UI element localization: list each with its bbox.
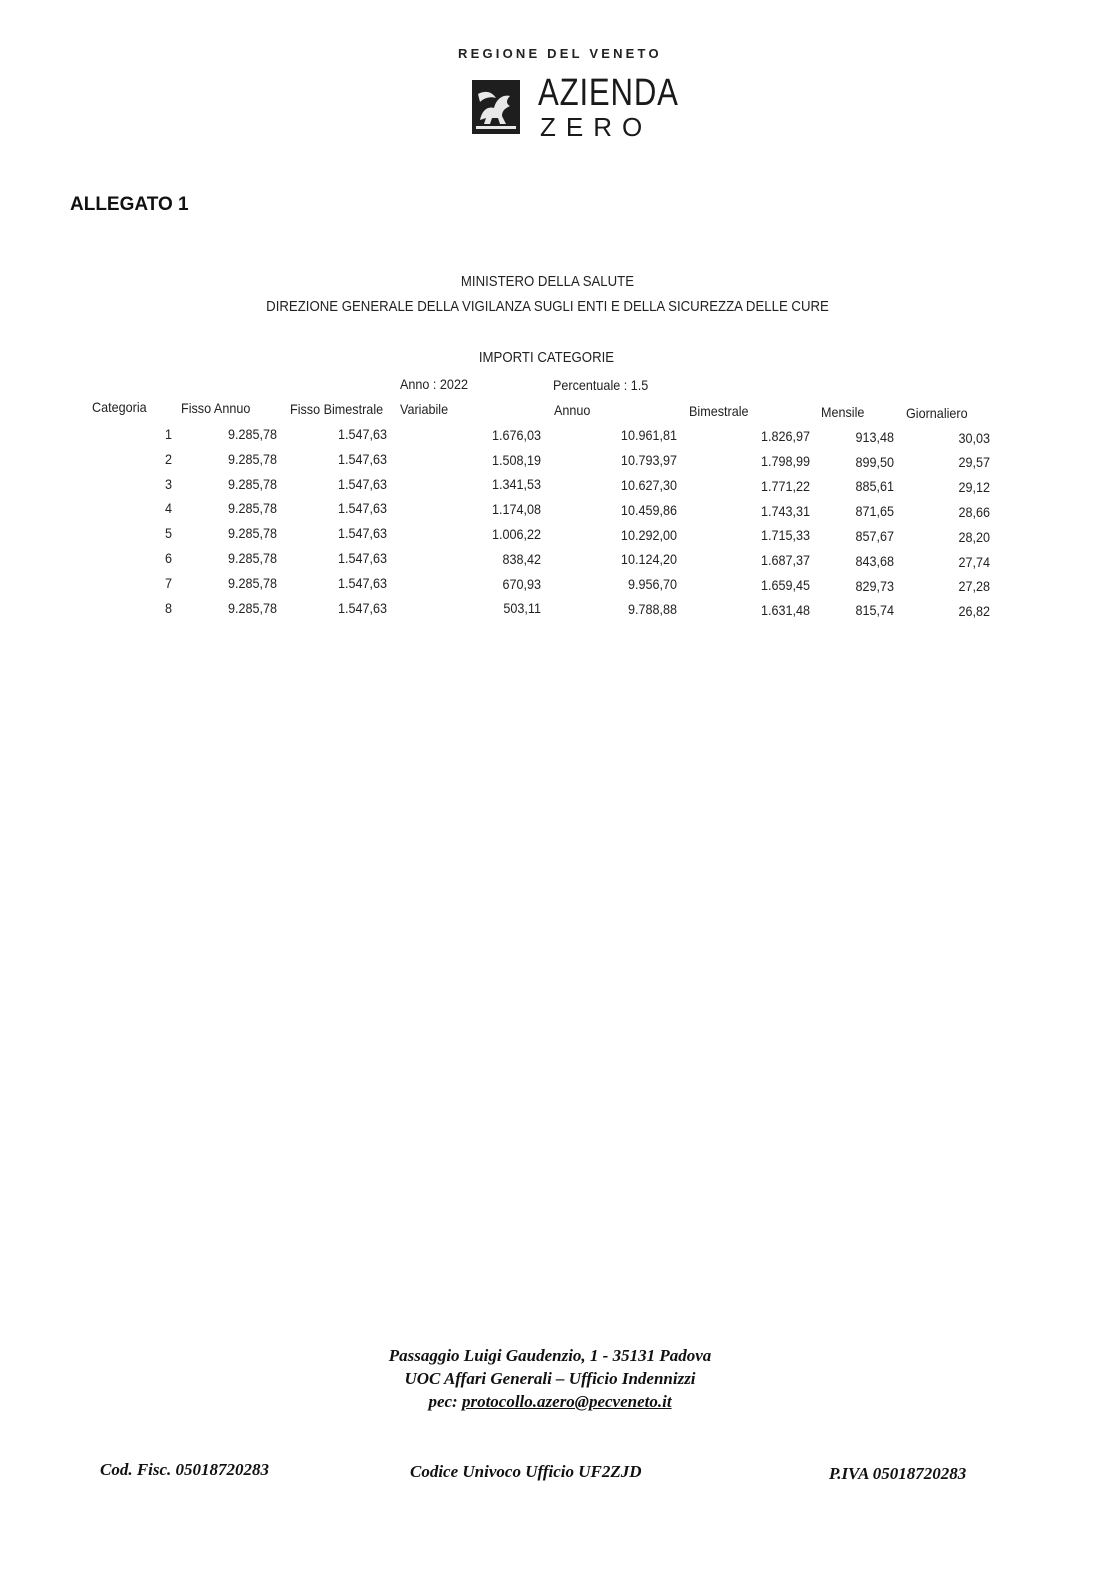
table-cell: 30,03 xyxy=(958,429,990,446)
table-title: IMPORTI CATEGORIE xyxy=(478,349,615,366)
lion-logo-icon xyxy=(472,80,520,134)
table-cell: 1.547,63 xyxy=(337,450,387,467)
table-cell: 10.627,30 xyxy=(620,477,677,493)
table-cell: 1.715,33 xyxy=(760,527,810,544)
table-cell: 27,28 xyxy=(958,578,990,595)
table-cell: 10.292,00 xyxy=(620,526,677,543)
table-cell: 843,68 xyxy=(855,552,894,569)
footer-address: Passaggio Luigi Gaudenzio, 1 - 35131 Padova xyxy=(388,1346,712,1365)
table-cell: 10.124,20 xyxy=(620,551,677,568)
table-cell: 9.285,78 xyxy=(227,525,277,542)
table-cell: 899,50 xyxy=(855,453,894,470)
table-cell: 815,74 xyxy=(855,602,894,619)
table-cell: 9.285,78 xyxy=(227,450,277,467)
table-cell: 1.006,22 xyxy=(491,525,541,542)
column-header: Giornaliero xyxy=(906,405,968,421)
table-cell: 1.341,53 xyxy=(491,476,541,493)
table-cell: 670,93 xyxy=(502,575,541,592)
table-cell: 857,67 xyxy=(855,528,894,544)
table-cell: 26,82 xyxy=(958,603,990,620)
table-cell: 10.961,81 xyxy=(620,427,677,444)
table-cell: 838,42 xyxy=(502,550,541,567)
table-cell: 1.547,63 xyxy=(337,525,387,542)
column-header: Annuo xyxy=(554,402,591,418)
table-cell: 1.659,45 xyxy=(760,576,810,593)
table-cell: 1.676,03 xyxy=(491,426,541,443)
table-cell: 28,20 xyxy=(958,528,990,545)
codice-univoco: Codice Univoco Ufficio UF2ZJD xyxy=(410,1462,642,1481)
direzione-title: DIREZIONE GENERALE DELLA VIGILANZA SUGLI ENTI E DELLA SICUREZZA DELLE CURE xyxy=(266,298,829,315)
table-cell: 9.788,88 xyxy=(627,601,677,617)
table-cell: 1.547,63 xyxy=(337,599,387,616)
table-cell: 1 xyxy=(164,426,172,442)
table-cell: 3 xyxy=(164,475,172,492)
partita-iva: P.IVA 05018720283 xyxy=(829,1464,967,1483)
table-cell: 5 xyxy=(164,525,172,542)
table-cell: 1.743,31 xyxy=(760,502,810,519)
region-label: REGIONE DEL VENETO xyxy=(458,46,662,61)
table-cell: 1.687,37 xyxy=(760,552,810,569)
column-header: Bimestrale xyxy=(689,403,749,419)
table-cell: 1.547,63 xyxy=(337,475,387,492)
table-cell: 9.285,78 xyxy=(227,574,277,591)
table-cell: 9.285,78 xyxy=(227,500,277,517)
table-cell: 9.285,78 xyxy=(227,426,277,442)
table-cell: 503,11 xyxy=(503,600,541,617)
table-cell: 1.771,22 xyxy=(760,477,810,494)
table-cell: 27,74 xyxy=(958,553,990,570)
table-cell: 1.798,99 xyxy=(760,452,810,469)
table-cell: 829,73 xyxy=(855,577,894,594)
ministry-title: MINISTERO DELLA SALUTE xyxy=(460,273,635,290)
allegato-title: ALLEGATO 1 xyxy=(70,194,189,215)
org-name-zero: ZERO xyxy=(540,112,653,142)
cod-fisc: Cod. Fisc. 05018720283 xyxy=(100,1460,270,1479)
column-header: Mensile xyxy=(821,404,865,420)
table-cell: 9.285,78 xyxy=(227,550,277,566)
table-cell: 1.631,48 xyxy=(760,601,810,618)
pec-label: pec: xyxy=(428,1392,458,1411)
table-cell: 6 xyxy=(164,550,172,566)
table-cell: 7 xyxy=(164,574,172,591)
table-cell: 1.508,19 xyxy=(491,451,541,468)
table-cell: 9.285,78 xyxy=(227,599,277,616)
table-cell: 9.285,78 xyxy=(227,475,277,492)
column-header: Variabile xyxy=(400,401,449,417)
table-cell: 1.547,63 xyxy=(337,426,387,442)
table-cell: 1.826,97 xyxy=(760,428,810,445)
table-cell: 885,61 xyxy=(855,478,894,495)
table-cell: 2 xyxy=(164,450,172,467)
anno-label: Anno : 2022 xyxy=(400,376,468,392)
table-cell: 29,57 xyxy=(958,454,990,471)
column-header: Fisso Annuo xyxy=(181,400,251,416)
table-cell: 913,48 xyxy=(855,428,894,445)
table-cell: 28,66 xyxy=(958,503,990,520)
column-header: Fisso Bimestrale xyxy=(290,401,384,417)
table-cell: 29,12 xyxy=(958,479,990,496)
footer-pec xyxy=(0,1392,1100,1412)
table-cell: 9.956,70 xyxy=(627,576,677,593)
footer-office: UOC Affari Generali – Ufficio Indennizzi xyxy=(404,1369,696,1388)
pec-email-link[interactable]: protocollo.azero@pecveneto.it xyxy=(461,1392,672,1411)
table-cell: 4 xyxy=(164,500,172,517)
column-header: Categoria xyxy=(92,399,147,415)
percentuale-label: Percentuale : 1.5 xyxy=(553,377,649,393)
table-cell: 871,65 xyxy=(855,503,894,520)
table-cell: 1.547,63 xyxy=(337,574,387,591)
table-cell: 1.547,63 xyxy=(337,550,387,566)
table-cell: 1.547,63 xyxy=(337,500,387,517)
table-cell: 10.793,97 xyxy=(620,452,677,469)
org-name-azienda: AZIENDA xyxy=(538,72,679,114)
table-cell: 8 xyxy=(164,599,172,616)
table-cell: 10.459,86 xyxy=(620,501,677,518)
table-cell: 1.174,08 xyxy=(491,501,541,518)
